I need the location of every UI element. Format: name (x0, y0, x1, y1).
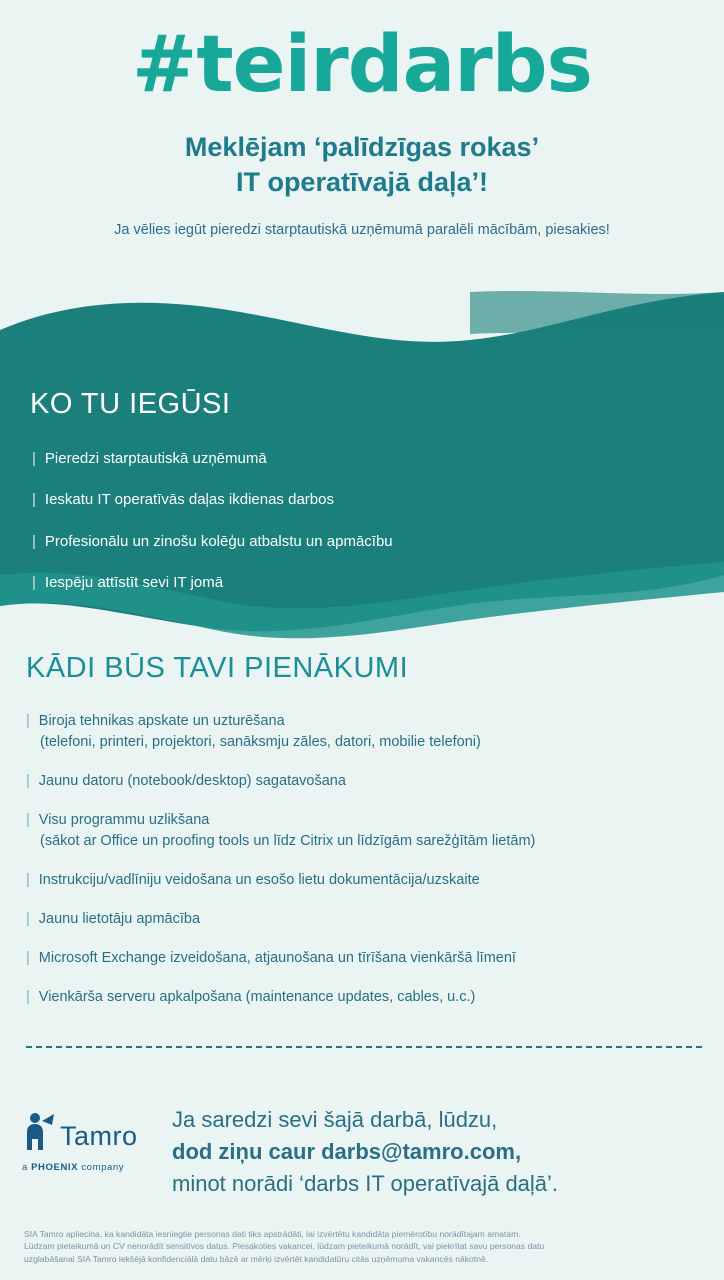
contact-email-line[interactable]: dod ziņu caur darbs@tamro.com, (172, 1138, 522, 1164)
list-item-label: Jaunu lietotāju apmācība (38, 911, 201, 928)
list-item (30, 573, 690, 593)
phoenix-tag-prefix: a (22, 1162, 32, 1173)
list-item (30, 449, 690, 469)
page-title: #teirdarbs (132, 20, 592, 110)
list-item-label: Instrukciju/vadlīniju veidošana un esošo lietu dokumentācija/uzskaite (38, 872, 480, 889)
section-heading-gain: KO TU IEGŪSI (30, 388, 231, 420)
list-item-label: Jaunu datoru (notebook/desktop) sagatavošana (38, 773, 346, 790)
list-item-label: Microsoft Exchange izveidošana, atjaunošana un tīrīšana vienkāršā līmenī (38, 950, 516, 967)
list-item (26, 987, 706, 1008)
bullet-bar-icon: | (26, 989, 30, 1006)
list-item (30, 490, 690, 510)
list-item (26, 810, 706, 852)
legal-line-1: SIA Tamro apliecina, ka kandidāta iesniegtie personas dati tiks apstrādāti, lai izvērtētu kandidāta piemērotību norādītajam amatam. (24, 1229, 521, 1239)
bullet-bar-icon: | (26, 713, 30, 729)
section-heading-duties: KĀDI BŪS TAVI PIENĀKUMI (26, 652, 409, 684)
list-item (30, 532, 690, 552)
contact-line-3: minot norādi ‘darbs IT operatīvajā daļā’. (172, 1170, 559, 1196)
subtitle-line-1: Meklējam ‘palīdzīgas rokas’ (184, 132, 540, 162)
bullet-bar-icon: | (32, 491, 36, 509)
contact-line-1: Ja saredzi sevi šajā darbā, lūdzu, (172, 1107, 498, 1132)
subtitle-line-2: IT operatīvajā daļa’! (235, 167, 489, 198)
list-item-label: Iespēju attīstīt sevi IT jomā (44, 573, 224, 591)
phoenix-tag-suffix: company (78, 1162, 125, 1173)
legal-line-2: Lūdzam pieteikumā un CV nenorādīt sensitīvos datus. Piesakoties vakancei, lūdzam pieteikumā norādīt, vai piekrītat savu personas datu (24, 1241, 545, 1252)
list-item-label: Vienkārša serveru apkalpošana (maintenance updates, cables, u.c.) (38, 989, 476, 1006)
subtitle (0, 130, 724, 200)
tamro-logo (22, 1112, 162, 1173)
section-what-you-gain (30, 388, 690, 614)
bullet-bar-icon: | (26, 911, 30, 928)
tamro-figure-icon (22, 1112, 56, 1152)
legal-disclaimer (24, 1228, 704, 1265)
list-item-label: Biroja tehnikas apskate un uzturēšana (38, 713, 285, 729)
legal-line-3: uzglabāšanai SIA Tamro iekšējā konfidenciālā datu bāzē ar mērķi izvērtēt kandidatūru citās uzņēmuma vakancēs nākotnē. (24, 1253, 489, 1264)
phoenix-tag-bold: PHOENIX (31, 1162, 79, 1173)
list-item-label: Pieredzi starptautiskā uzņēmumā (44, 450, 267, 467)
phoenix-company-tagline (22, 1162, 162, 1173)
list-item (26, 771, 706, 792)
list-item (26, 909, 706, 930)
list-item-sublabel: (sākot ar Office un proofing tools un līdz Citrix un līdzīgām sarežģītām lietām) (40, 833, 536, 850)
bullet-bar-icon: | (26, 950, 30, 967)
list-item (26, 870, 706, 891)
list-item-label: Ieskatu IT operatīvās daļas ikdienas darbos (44, 491, 334, 509)
poster-header (0, 0, 724, 238)
bullet-bar-icon: | (26, 812, 30, 829)
bullet-bar-icon: | (32, 450, 36, 467)
bullet-bar-icon: | (26, 773, 30, 790)
list-item-label: Profesionālu un zinošu kolēģu atbalstu un apmācību (44, 532, 393, 550)
list-item-label: Visu programmu uzlikšana (38, 812, 210, 829)
list-item-sublabel: (telefoni, printeri, projektori, sanāksmju zāles, datori, mobilie telefoni) (40, 734, 481, 751)
contact-block (172, 1104, 712, 1200)
dashed-divider (26, 1046, 702, 1048)
list-item (26, 948, 706, 969)
bullet-bar-icon: | (26, 872, 30, 889)
bullet-bar-icon: | (32, 573, 36, 591)
list-item (26, 711, 706, 753)
bullet-bar-icon: | (32, 532, 36, 550)
tamro-logo-text: Tamro (60, 1121, 138, 1151)
section-duties (26, 652, 706, 1026)
tagline: Ja vēlies iegūt pieredzi starptautiskā uzņēmumā paralēli mācībām, piesakies! (114, 222, 610, 239)
